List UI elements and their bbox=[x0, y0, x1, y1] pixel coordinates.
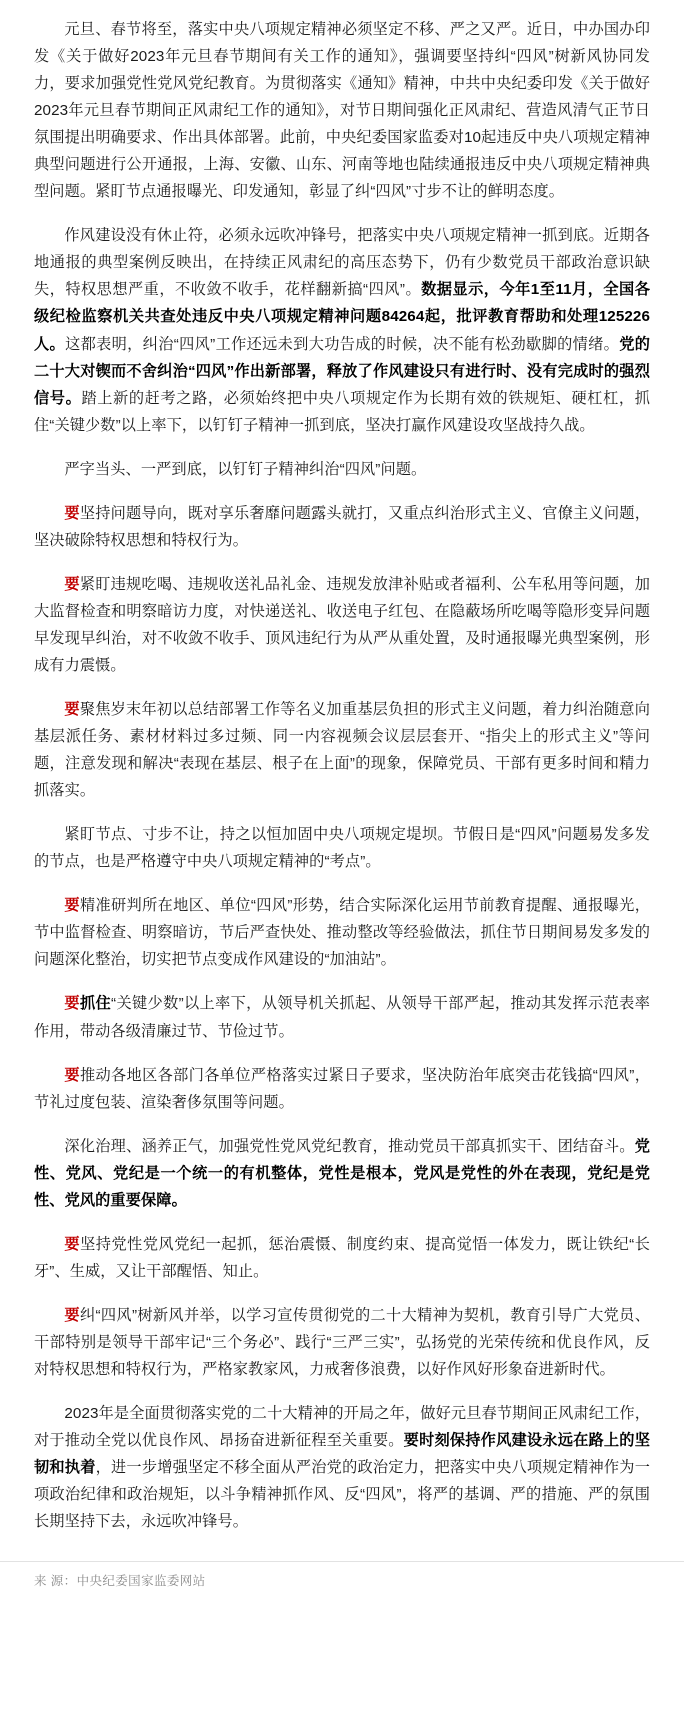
text-run: “关键少数”以上率下，从领导机关抓起、从领导干部严起，推动其发挥示范表率作用，带动各级清廉过节、节俭过节。 bbox=[34, 995, 651, 1040]
text-run: 精准研判所在地区、单位“四风”形势，结合实际深化运用节前教育提醒、通报曝光，节中监督检查、明察暗访，节后严查快处、推动整改等经验做法，抓住节日期间易发多发的问题深化整治，切实把节点变成作风建设的“加油站”。 bbox=[34, 897, 650, 969]
text-run: 坚持党性党风党纪一起抓，惩治震慑、制度约束、提高觉悟一体发力，既让铁纪“长牙”、生威，又让干部醒悟、知止。 bbox=[34, 1235, 650, 1280]
lead-marker: 要 bbox=[64, 1066, 80, 1084]
text-run: 2023年是全面贯彻落实党的二十大精神的开局之年，做好元旦春节期间正风肃纪工作，对于推动全党以优良作风、昂扬奋进新征程至关重要。 bbox=[34, 1405, 650, 1450]
text-run: 聚焦岁末年初以总结部署工作等名义加重基层负担的形式主义问题，着力纠治随意向基层派任务、素材材料过多过频、同一内容视频会议层层套开、“指尖上的形式主义”等问题，注意发现和解决“表现在基层、根子在上面”的现象，保障党员、干部有更多时间和精力抓落实。 bbox=[34, 701, 650, 800]
text-run: 踏上新的赶考之路，必须始终把中央八项规定作为长期有效的铁规矩、硬杠杠，抓住“关键少数”以上率下，以钉钉子精神一抓到底，坚决打赢作风建设攻坚战持久战。 bbox=[34, 389, 650, 434]
text-run: 深化治理、涵养正气，加强党性党风党纪教育，推动党员干部真抓实干、团结奋斗。 bbox=[64, 1137, 635, 1155]
text-run-bold: 要时刻保持作风建设永远在路上的坚韧和执着 bbox=[34, 1432, 650, 1477]
text-run: 紧盯违规吃喝、违规收送礼品礼金、违规发放津补贴或者福利、公车私用等问题，加大监督检查和明察暗访力度，对快递送礼、收送电子红包、在隐蔽场所吃喝等隐形变异问题早发现早纠治，对不收敛不收手、顶风违纪行为从严从重处置，及时通报曝光典型案例，形成有力震慑。 bbox=[34, 575, 650, 674]
text-run: ，进一步增强坚定不移全面从严治党的政治定力，把落实中央八项规定精神作为一项政治纪律和政治规矩，以斗争精神抓作风、反“四风”，将严的基调、严的措施、严的氛围长期坚持下去，永远吹冲锋号。 bbox=[34, 1459, 650, 1531]
paragraph-11 bbox=[34, 1133, 650, 1214]
lead-marker: 要 bbox=[64, 1235, 81, 1253]
text-run-bold: 党的二十大对锲而不舍纠治“四风”作出新部署，释放了作风建设只有进行时、没有完成时的强烈信号。 bbox=[34, 335, 650, 407]
paragraph-9 bbox=[34, 990, 650, 1044]
lead-marker: 要 bbox=[64, 897, 80, 915]
text-run: 紧盯节点、寸步不让，持之以恒加固中央八项规定堤坝。节假日是“四风”问题易发多发的节点，也是严格遵守中央八项规定精神的“考点”。 bbox=[34, 826, 650, 871]
text-run: 纠“四风”树新风并举，以学习宣传贯彻党的二十大精神为契机，教育引导广大党员、干部特别是领导干部牢记“三个务必”、践行“三严三实”，弘扬党的光荣传统和优良作风，反对特权思想和特权行为，严格家教家风，力戒奢侈浪费，以好作风好形象奋进新时代。 bbox=[34, 1306, 650, 1378]
paragraph-2 bbox=[34, 222, 650, 438]
paragraph-7 bbox=[34, 821, 650, 875]
paragraph-4 bbox=[34, 500, 650, 554]
lead-marker: 要 bbox=[64, 995, 80, 1013]
paragraph-8 bbox=[34, 892, 650, 973]
paragraph-5 bbox=[34, 571, 650, 679]
lead-marker: 要 bbox=[64, 1306, 80, 1324]
text-run: 推动各地区各部门各单位严格落实过紧日子要求，坚决防治年底突击花钱搞“四风”，节礼过度包装、渲染奢侈氛围等问题。 bbox=[34, 1066, 650, 1111]
text-run-bold: 抓住 bbox=[79, 995, 112, 1013]
paragraph-10 bbox=[34, 1062, 650, 1116]
paragraph-1 bbox=[34, 16, 650, 205]
text-run: 严字当头、一严到底，以钉钉子精神纠治“四风”问题。 bbox=[64, 460, 427, 478]
paragraph-12 bbox=[34, 1231, 650, 1285]
text-run-bold: 数据显示，今年1至11月，全国各级纪检监察机关共查处违反中央八项规定精神问题84264起，批评教育帮助和处理125226人。 bbox=[34, 281, 650, 353]
text-run: 元旦、春节将至，落实中央八项规定精神必须坚定不移、严之又严。近日，中办国办印发《关于做好2023年元旦春节期间有关工作的通知》，强调要坚持纠“四风”树新风协同发力，要求加强党性党风党纪教育。为贯彻落实《通知》精神，中共中央纪委印发《关于做好2023年元旦春节期间正风肃纪工作的通知》，对节日期间强化正风肃纪、营造风清气正节日氛围提出明确要求、作出具体部署。此前，中央纪委国家监委对10起违反中央八项规定精神典型问题进行公开通报，上海、安徽、山东、河南等地也陆续通报违反中央八项规定精神典型问题。紧盯节点通报曝光、印发通知，彰显了纠“四风”寸步不让的鲜明态度。 bbox=[34, 21, 650, 201]
lead-marker: 要 bbox=[64, 701, 80, 719]
text-run: 作风建设没有休止符，必须永远吹冲锋号，把落实中央八项规定精神一抓到底。近期各地通报的典型案例反映出，在持续正风肃纪的高压态势下，仍有少数党员干部政治意识缺失，特权思想严重，不收敛不收手，花样翻新搞“四风”。 bbox=[34, 227, 650, 299]
paragraph-6 bbox=[34, 696, 650, 804]
paragraph-14 bbox=[34, 1400, 650, 1535]
text-run: 这都表明，纠治“四风”工作还远未到大功告成的时候，决不能有松劲歇脚的情绪。 bbox=[65, 335, 620, 353]
paragraph-13 bbox=[34, 1302, 650, 1383]
source-line: 来 源：中央纪委国家监委网站 bbox=[0, 1561, 684, 1599]
text-run: 坚持问题导向，既对享乐奢靡问题露头就打，又重点纠治形式主义、官僚主义问题，坚决破除特权思想和特权行为。 bbox=[34, 504, 650, 549]
text-run-bold: 党性、党风、党纪是一个统一的有机整体，党性是根本，党风是党性的外在表现，党纪是党性、党风的重要保障。 bbox=[34, 1137, 650, 1209]
lead-marker: 要 bbox=[64, 575, 80, 593]
lead-marker: 要 bbox=[64, 504, 80, 522]
paragraph-3 bbox=[34, 456, 650, 483]
